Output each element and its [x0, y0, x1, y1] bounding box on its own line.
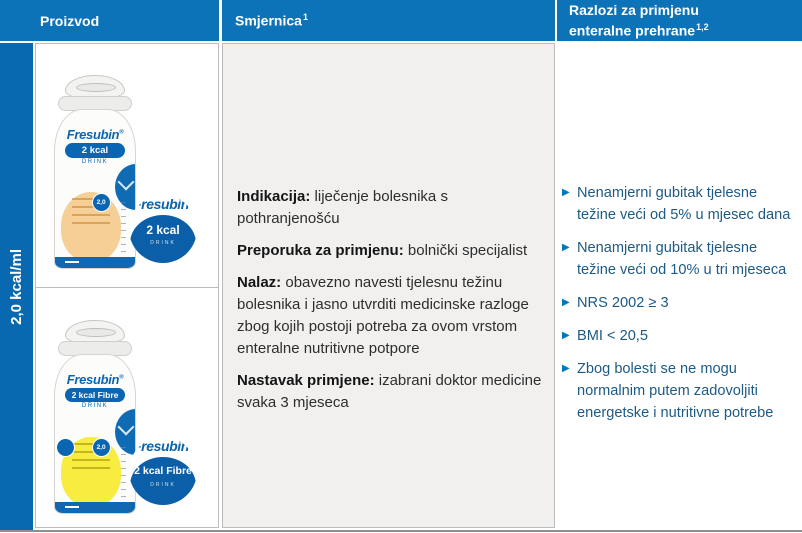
bottle-drink-label: DRINK [81, 403, 109, 409]
energy-circle: 2,0 [93, 194, 110, 211]
bottle-body [54, 109, 136, 269]
bottle-drink-label: DRINK [81, 159, 109, 165]
bottle-body [54, 354, 136, 514]
guideline-paragraph [237, 186, 542, 230]
badge-type: DRINK [150, 239, 176, 246]
guideline-text: izabrani doktor medicine svaka 3 mjeseca [237, 372, 542, 411]
fibre-circle [57, 439, 74, 456]
bottle-fresubin-2kcal-fibre [54, 320, 136, 514]
guideline-cell [222, 43, 555, 528]
energy-circle: 2,0 [93, 439, 110, 456]
bottle-scale-marks [121, 447, 126, 501]
bottle-base-strip [55, 502, 135, 513]
reason-text: NRS 2002 ≥ 3 [577, 295, 669, 311]
guideline-label: Indikacija: [237, 188, 311, 205]
reason-item [562, 182, 800, 226]
guideline-paragraph [237, 240, 542, 262]
guideline-text: obavezno navesti tjelesnu težinu bolesnika i jasno utvrditi medicinske razloge zbog kojih postoji potreba za ovom vrstom enteralne nutritivne potpore [237, 274, 529, 357]
bottle-brand-text: Fresubin® [66, 372, 124, 387]
guideline-text: liječenje bolesnika s pothranjenošću [237, 188, 448, 227]
badge-brand: Fresubin® [133, 438, 193, 454]
table-bottom-rule [0, 530, 802, 532]
bottle-scale-marks [121, 202, 126, 256]
bottle-brand-text: Fresubin® [66, 127, 124, 142]
product-badge-2kcal-fibre [129, 437, 197, 505]
header-cell-razlozi [557, 0, 802, 41]
reason-text: Zbog bolesti se ne mogu normalnim putem zadovoljiti energetske i nutritivne potrebe [577, 361, 774, 421]
bottle-variant-band: 2 kcal Fibre [65, 388, 126, 402]
bottle-base-strip [55, 257, 135, 268]
reason-item [562, 237, 800, 281]
guideline-label: Nalaz: [237, 274, 282, 291]
guideline-text: bolnički specijalist [407, 242, 528, 259]
header-label-razlozi-line2: enteralne prehrane$^{1,2}$ [569, 21, 709, 39]
bullet-arrow-icon: ▶ [562, 242, 570, 253]
flavor-blob-apricot [61, 192, 122, 262]
reason-item [562, 292, 800, 314]
bullet-arrow-icon: ▶ [562, 297, 570, 308]
footnote-sup: 1,2 [696, 21, 709, 32]
header-label-razlozi-line1: Razlozi za primjenu [569, 1, 699, 18]
guideline-label: Preporuka za primjenu: [237, 242, 404, 259]
product-badge-2kcal [129, 195, 197, 263]
reason-text: Nenamjerni gubitak tjelesne težine veći od 5% u mjesec dana [577, 185, 791, 223]
guideline-label: Nastavak primjene: [237, 372, 375, 389]
row-category-label: 2,0 kcal/ml [8, 248, 25, 325]
header-cell-smjernica [222, 0, 555, 41]
reasons-cell [557, 43, 802, 528]
bottle-fresubin-2kcal [54, 75, 136, 269]
badge-brand: Fresubin® [133, 196, 193, 212]
reason-item [562, 358, 800, 424]
header-label-proizvod: Proizvod [40, 12, 100, 29]
reason-text: Nenamjerni gubitak tjelesne težine veći od 10% u tri mjeseca [577, 240, 787, 278]
footnote-sup: 1 [302, 12, 308, 23]
header-label-smjernica: Smjernica$^1$ [235, 12, 308, 29]
guideline-paragraph [237, 370, 542, 414]
reason-item [562, 325, 800, 347]
bottle-variant-band: 2 kcal [65, 143, 126, 158]
product-cell-fresubin-2kcal-fibre [35, 287, 219, 528]
bullet-arrow-icon: ▶ [562, 187, 570, 198]
bullet-arrow-icon: ▶ [562, 363, 570, 374]
reason-text: BMI < 20,5 [577, 328, 648, 344]
bullet-arrow-icon: ▶ [562, 330, 570, 341]
badge-variant: 2 kcal [146, 222, 180, 237]
guideline-paragraph [237, 272, 542, 360]
badge-variant: 2 kcal Fibre [134, 464, 192, 477]
row-category-bar [0, 43, 33, 530]
product-cell-fresubin-2kcal [35, 43, 219, 288]
badge-type: DRINK [150, 481, 176, 488]
header-cell-proizvod [0, 0, 219, 41]
